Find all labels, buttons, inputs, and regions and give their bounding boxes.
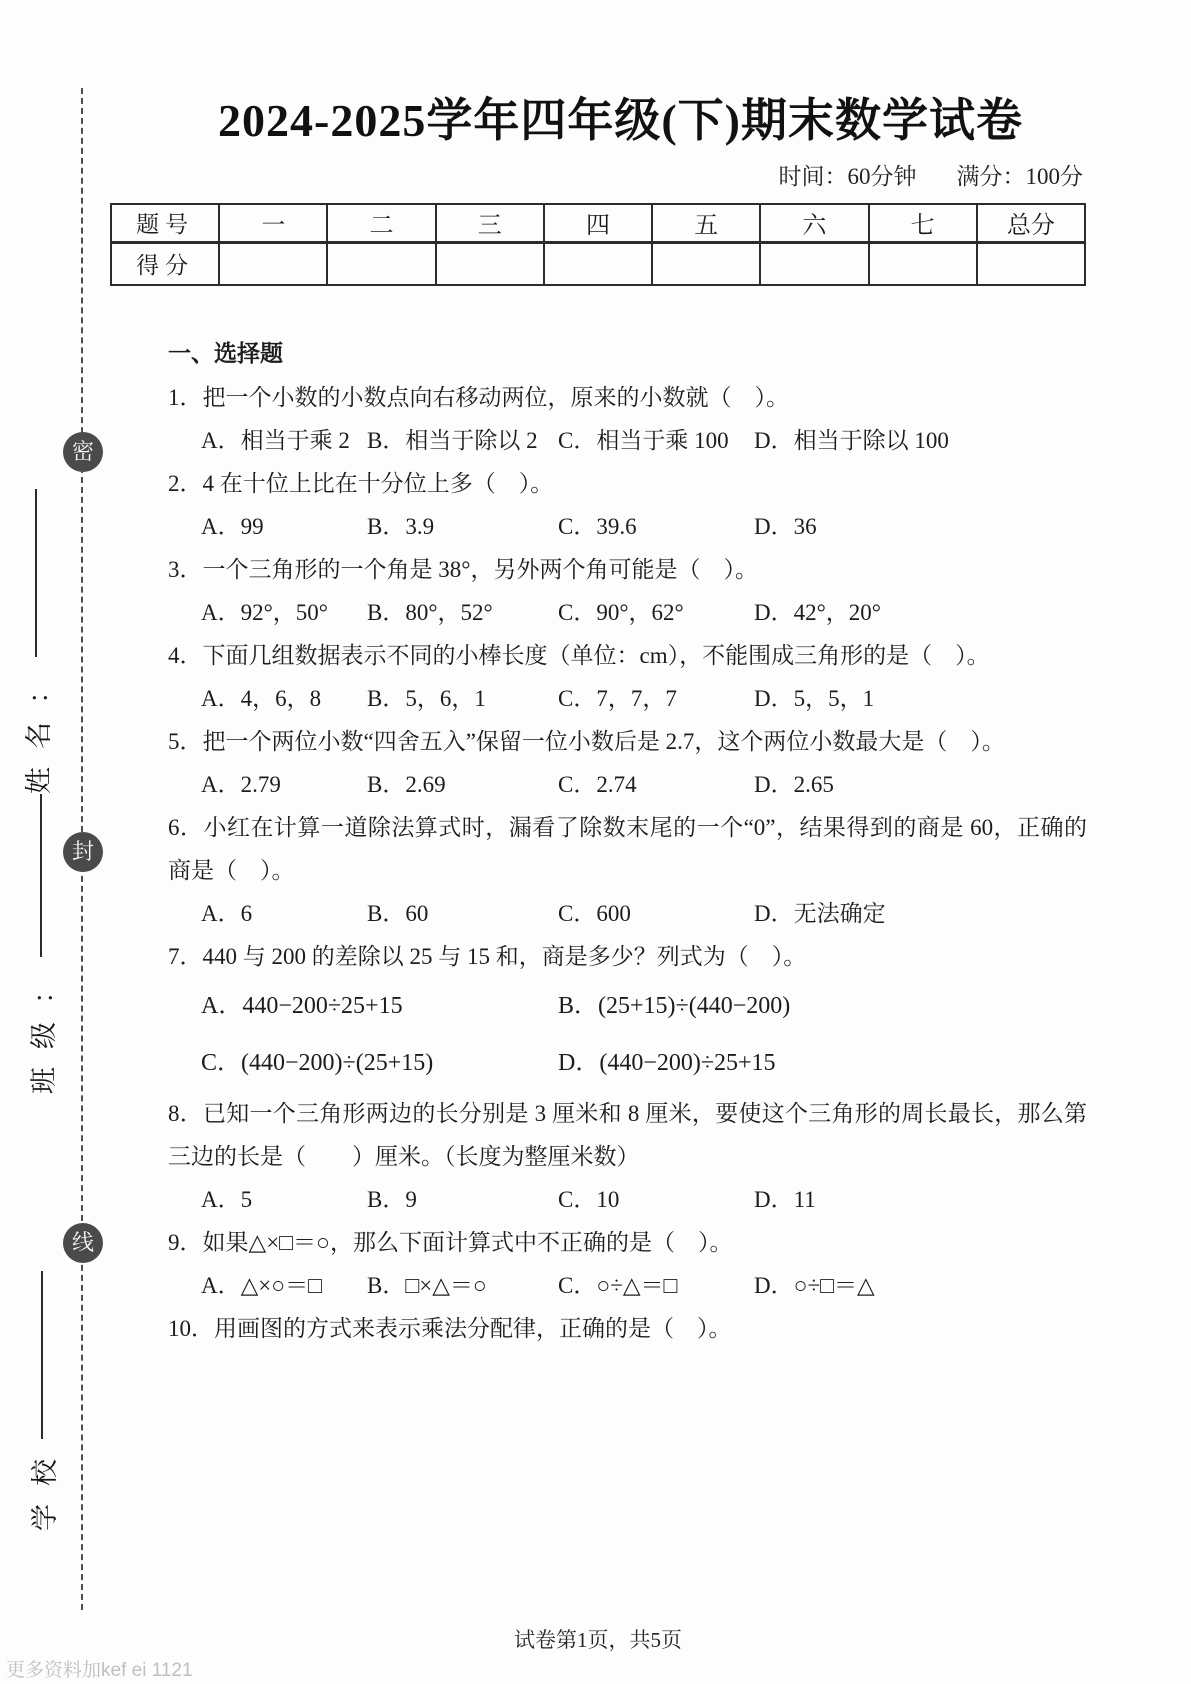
options-row [168, 591, 1087, 634]
section-heading: 一、选择题 [168, 341, 283, 366]
option: B．60 [367, 901, 429, 926]
exam-full-score: 满分：100分 [956, 164, 1083, 189]
option: C．2.74 [558, 772, 637, 797]
question-text: 4．下面几组数据表示不同的小棒长度（单位：cm），不能围成三角形的是（ ）。 [168, 643, 990, 668]
score-table-header-cell: 七 [869, 204, 977, 242]
class-field-blank-line [40, 794, 42, 957]
seal-stamp-feng [63, 832, 103, 872]
question-text: 6．小红在计算一道除法算式时，漏看了除数末尾的一个“0”，结果得到的商是 60，正确的商是（ ）。 [168, 815, 1087, 883]
options-row [168, 505, 1087, 548]
seal-stamp-xian [63, 1223, 103, 1263]
name-field [14, 414, 58, 794]
question [168, 548, 1087, 634]
option: D．5，5，1 [754, 686, 875, 711]
score-table-header-cell: 六 [760, 204, 868, 242]
question-text: 8．已知一个三角形两边的长分别是 3 厘米和 8 厘米，要使这个三角形的周长最长，那么第三边的长是（ ）厘米。（长度为整厘米数） [168, 1101, 1087, 1169]
option: A．△×○＝□ [201, 1273, 323, 1298]
question [168, 1221, 1087, 1307]
option: B．5，6，1 [367, 686, 486, 711]
score-cell [436, 242, 544, 285]
option: A．4，6，8 [201, 686, 322, 711]
question-text: 1．把一个小数的小数点向右移动两位，原来的小数就（ ）。 [168, 385, 789, 410]
option: C．相当于乘 100 [558, 428, 729, 453]
score-table-header-cell: 一 [219, 204, 327, 242]
score-table-header-cell: 总分 [977, 204, 1085, 242]
score-table-header-cell: 四 [544, 204, 652, 242]
option: C．600 [558, 901, 631, 926]
seal-stamp-feng-label: 封 [71, 839, 94, 864]
name-field-label: 姓名： [23, 659, 54, 794]
option: D．相当于除以 100 [754, 428, 949, 453]
seal-stamp-mi-label: 密 [71, 439, 94, 464]
question [168, 720, 1087, 806]
score-table-header-cell: 三 [436, 204, 544, 242]
option: B．9 [367, 1187, 417, 1212]
seal-stamp-mi [63, 432, 103, 472]
page-number: 试卷第1页，共5页 [514, 1628, 682, 1652]
option: B．80°，52° [367, 600, 493, 625]
option: B．2.69 [367, 772, 446, 797]
school-field-blank-line [41, 1271, 43, 1439]
question-text: 9．如果△×□＝○，那么下面计算式中不正确的是（ ）。 [168, 1230, 733, 1255]
score-cell [219, 242, 327, 285]
option: A．92°，50° [201, 600, 329, 625]
question-text: 3．一个三角形的一个角是 38°，另外两个角可能是（ ）。 [168, 557, 758, 582]
option: D．○÷□＝△ [754, 1273, 875, 1298]
option: D．2.65 [754, 772, 834, 797]
exam-time: 时间：60分钟 [778, 164, 917, 189]
option: B．3.9 [367, 514, 435, 539]
score-table-header-cell: 五 [652, 204, 760, 242]
exam-meta [0, 158, 1191, 191]
option: A．440−200÷25+15 [201, 993, 403, 1019]
seal-stamp-xian-label: 线 [71, 1230, 94, 1255]
options-row [168, 419, 1087, 462]
question [168, 462, 1087, 548]
name-field-blank-line [35, 489, 37, 657]
score-row-label: 得分 [111, 242, 219, 285]
question-text: 10．用画图的方式来表示乘法分配律，正确的是（ ）。 [168, 1316, 732, 1341]
score-table [110, 203, 1086, 286]
question [168, 1092, 1087, 1221]
question [168, 935, 1087, 1092]
question [168, 806, 1087, 935]
option: C．(440−200)÷(25+15) [201, 1050, 434, 1076]
page-title: 2024-2025学年四年级(下)期末数学试卷 [218, 95, 1023, 146]
options-row [168, 892, 1087, 935]
score-cell [652, 242, 760, 285]
option: C．90°，62° [558, 600, 684, 625]
question-area [168, 332, 1087, 1350]
option: B．□×△＝○ [367, 1273, 487, 1298]
option: A．6 [201, 901, 253, 926]
options-row [168, 677, 1087, 720]
options-row [168, 1178, 1087, 1221]
watermark-text: 更多资料加kef ei 1121 [6, 1660, 193, 1681]
option: B．相当于除以 2 [367, 428, 538, 453]
score-cell [869, 242, 977, 285]
question-text: 2．4 在十位上比在十分位上多（ ）。 [168, 471, 554, 496]
option: A．相当于乘 2 [201, 428, 350, 453]
options-row [168, 978, 1087, 1092]
option: A．2.79 [201, 772, 281, 797]
option: D．(440−200)÷25+15 [558, 1050, 776, 1076]
option: C．○÷△＝□ [558, 1273, 678, 1298]
class-field [19, 794, 63, 1094]
score-cell [327, 242, 435, 285]
option: B．(25+15)÷(440−200) [558, 993, 791, 1019]
question [168, 376, 1087, 462]
question-text: 5．把一个两位小数“四舍五入”保留一位小数后是 2.7，这个两位小数最大是（ ）。 [168, 729, 1005, 754]
score-table-score-row [111, 242, 1085, 285]
score-table-body [111, 204, 1085, 285]
options-row [168, 1264, 1087, 1307]
question-text: 7．440 与 200 的差除以 25 与 15 和，商是多少？列式为（ ）。 [168, 944, 807, 969]
score-table-header-cell: 题号 [111, 204, 219, 242]
option: D．36 [754, 514, 817, 539]
questions [168, 376, 1087, 1350]
question [168, 1307, 1087, 1350]
option: A．5 [201, 1187, 253, 1212]
option: D．42°，20° [754, 600, 882, 625]
option: D．无法确定 [754, 901, 886, 926]
school-field-label: 学校 [29, 1441, 60, 1531]
score-cell [760, 242, 868, 285]
class-field-label: 班级： [28, 959, 59, 1094]
options-row [168, 763, 1087, 806]
option: A．99 [201, 514, 264, 539]
score-cell [977, 242, 1085, 285]
school-field [20, 1231, 64, 1531]
score-table-header-cell: 二 [327, 204, 435, 242]
option: C．10 [558, 1187, 620, 1212]
question [168, 634, 1087, 720]
score-table-header-row [111, 204, 1085, 242]
score-cell [544, 242, 652, 285]
option: C．7，7，7 [558, 686, 677, 711]
option: D．11 [754, 1187, 816, 1212]
option: C．39.6 [558, 514, 637, 539]
